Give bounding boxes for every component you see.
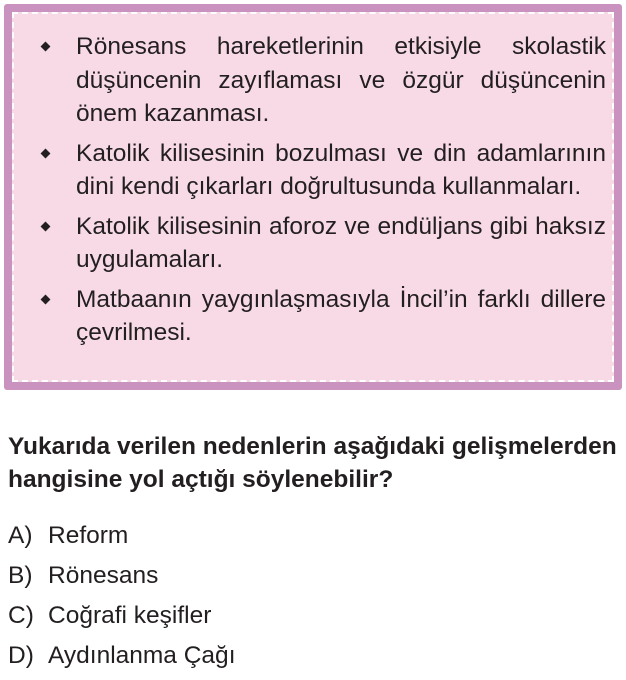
question-text: Yukarıda verilen nedenlerin aşağıdaki gelişmelerden hangisine yol açtığı söylenebilir? xyxy=(8,433,617,493)
reasons-box xyxy=(4,4,622,390)
reasons-list xyxy=(30,30,606,350)
option-letter: B) xyxy=(8,562,33,589)
option-a[interactable] xyxy=(8,516,608,556)
option-c[interactable] xyxy=(8,596,608,636)
diamond-bullet-icon xyxy=(41,294,51,304)
option-b[interactable] xyxy=(8,556,608,596)
option-d[interactable] xyxy=(8,636,608,676)
option-letter: C) xyxy=(8,602,34,629)
option-text: Coğrafi keşifler xyxy=(48,602,212,629)
option-letter: D) xyxy=(8,642,34,669)
option-text: Rönesans xyxy=(48,562,159,589)
reason-text: Katolik kilisesinin aforoz ve endüljans gibi haksız uygulamaları. xyxy=(76,212,606,273)
diamond-bullet-icon xyxy=(41,42,51,52)
reason-item xyxy=(30,210,606,277)
answer-options xyxy=(8,516,608,676)
reason-text: Matbaanın yaygınlaşmasıyla İncil’in farklı dillere çevrilmesi. xyxy=(76,285,606,346)
diamond-bullet-icon xyxy=(41,221,51,231)
diamond-bullet-icon xyxy=(41,148,51,158)
reason-text: Katolik kilisesinin bozulması ve din adamlarının dini kendi çıkarları doğrultusunda kullanmaları. xyxy=(76,139,606,200)
reason-item xyxy=(30,283,606,350)
option-letter: A) xyxy=(8,522,33,549)
reason-item xyxy=(30,137,606,204)
reason-text: Rönesans hareketlerinin etkisiyle skolastik düşüncenin zayıflaması ve özgür düşüncenin önem kazanması. xyxy=(76,33,606,127)
reason-item xyxy=(30,30,606,131)
option-text: Reform xyxy=(48,522,129,549)
reasons-box-inner xyxy=(12,12,614,382)
option-text: Aydınlanma Çağı xyxy=(48,642,236,669)
